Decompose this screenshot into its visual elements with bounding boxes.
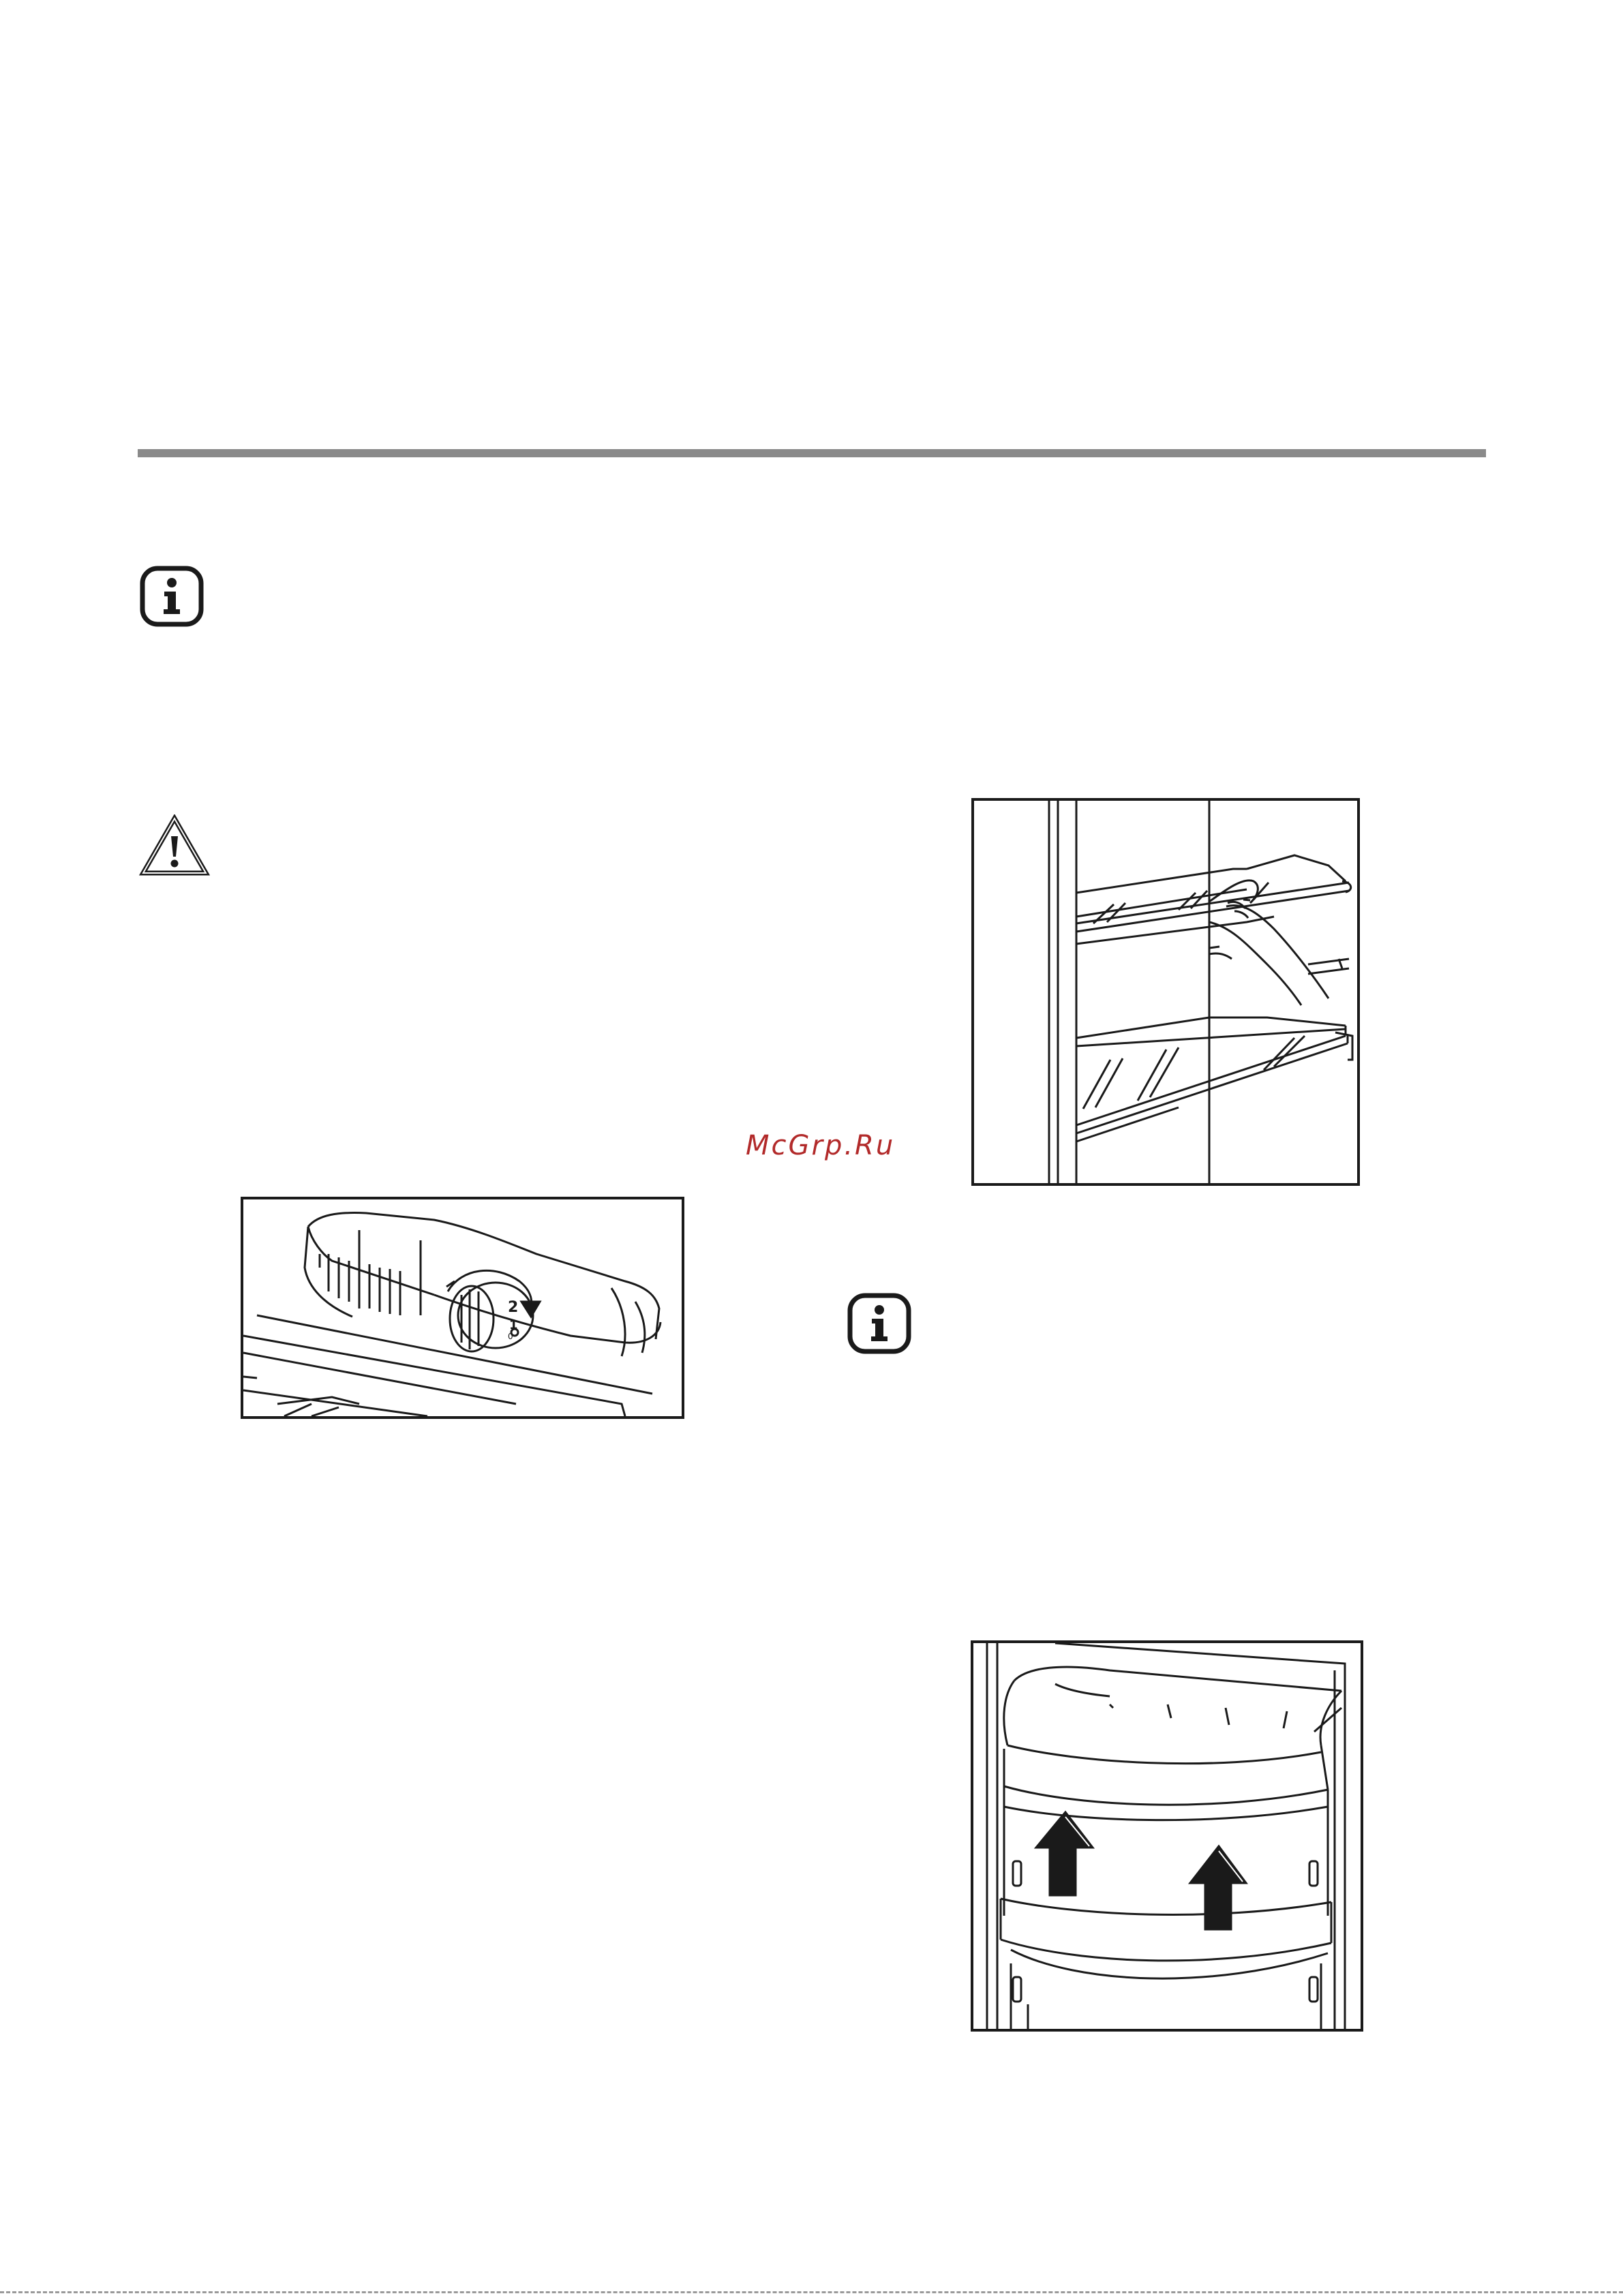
page-bottom-edge	[0, 2291, 1623, 2293]
info-icon	[847, 1293, 911, 1354]
door-bins-removal-illustration	[971, 1640, 1363, 2032]
shelf-removal-illustration	[971, 798, 1360, 1186]
dial-label-2: 2	[508, 1299, 519, 1316]
thermostat-dial-illustration	[241, 1197, 684, 1419]
watermark-text: McGrp.Ru	[746, 1130, 896, 1161]
info-icon	[140, 566, 204, 627]
dial-label-1: 1	[509, 1318, 518, 1332]
warning-icon	[139, 814, 210, 877]
dial-label-0: 0	[508, 1332, 513, 1341]
section-divider	[138, 449, 1486, 457]
